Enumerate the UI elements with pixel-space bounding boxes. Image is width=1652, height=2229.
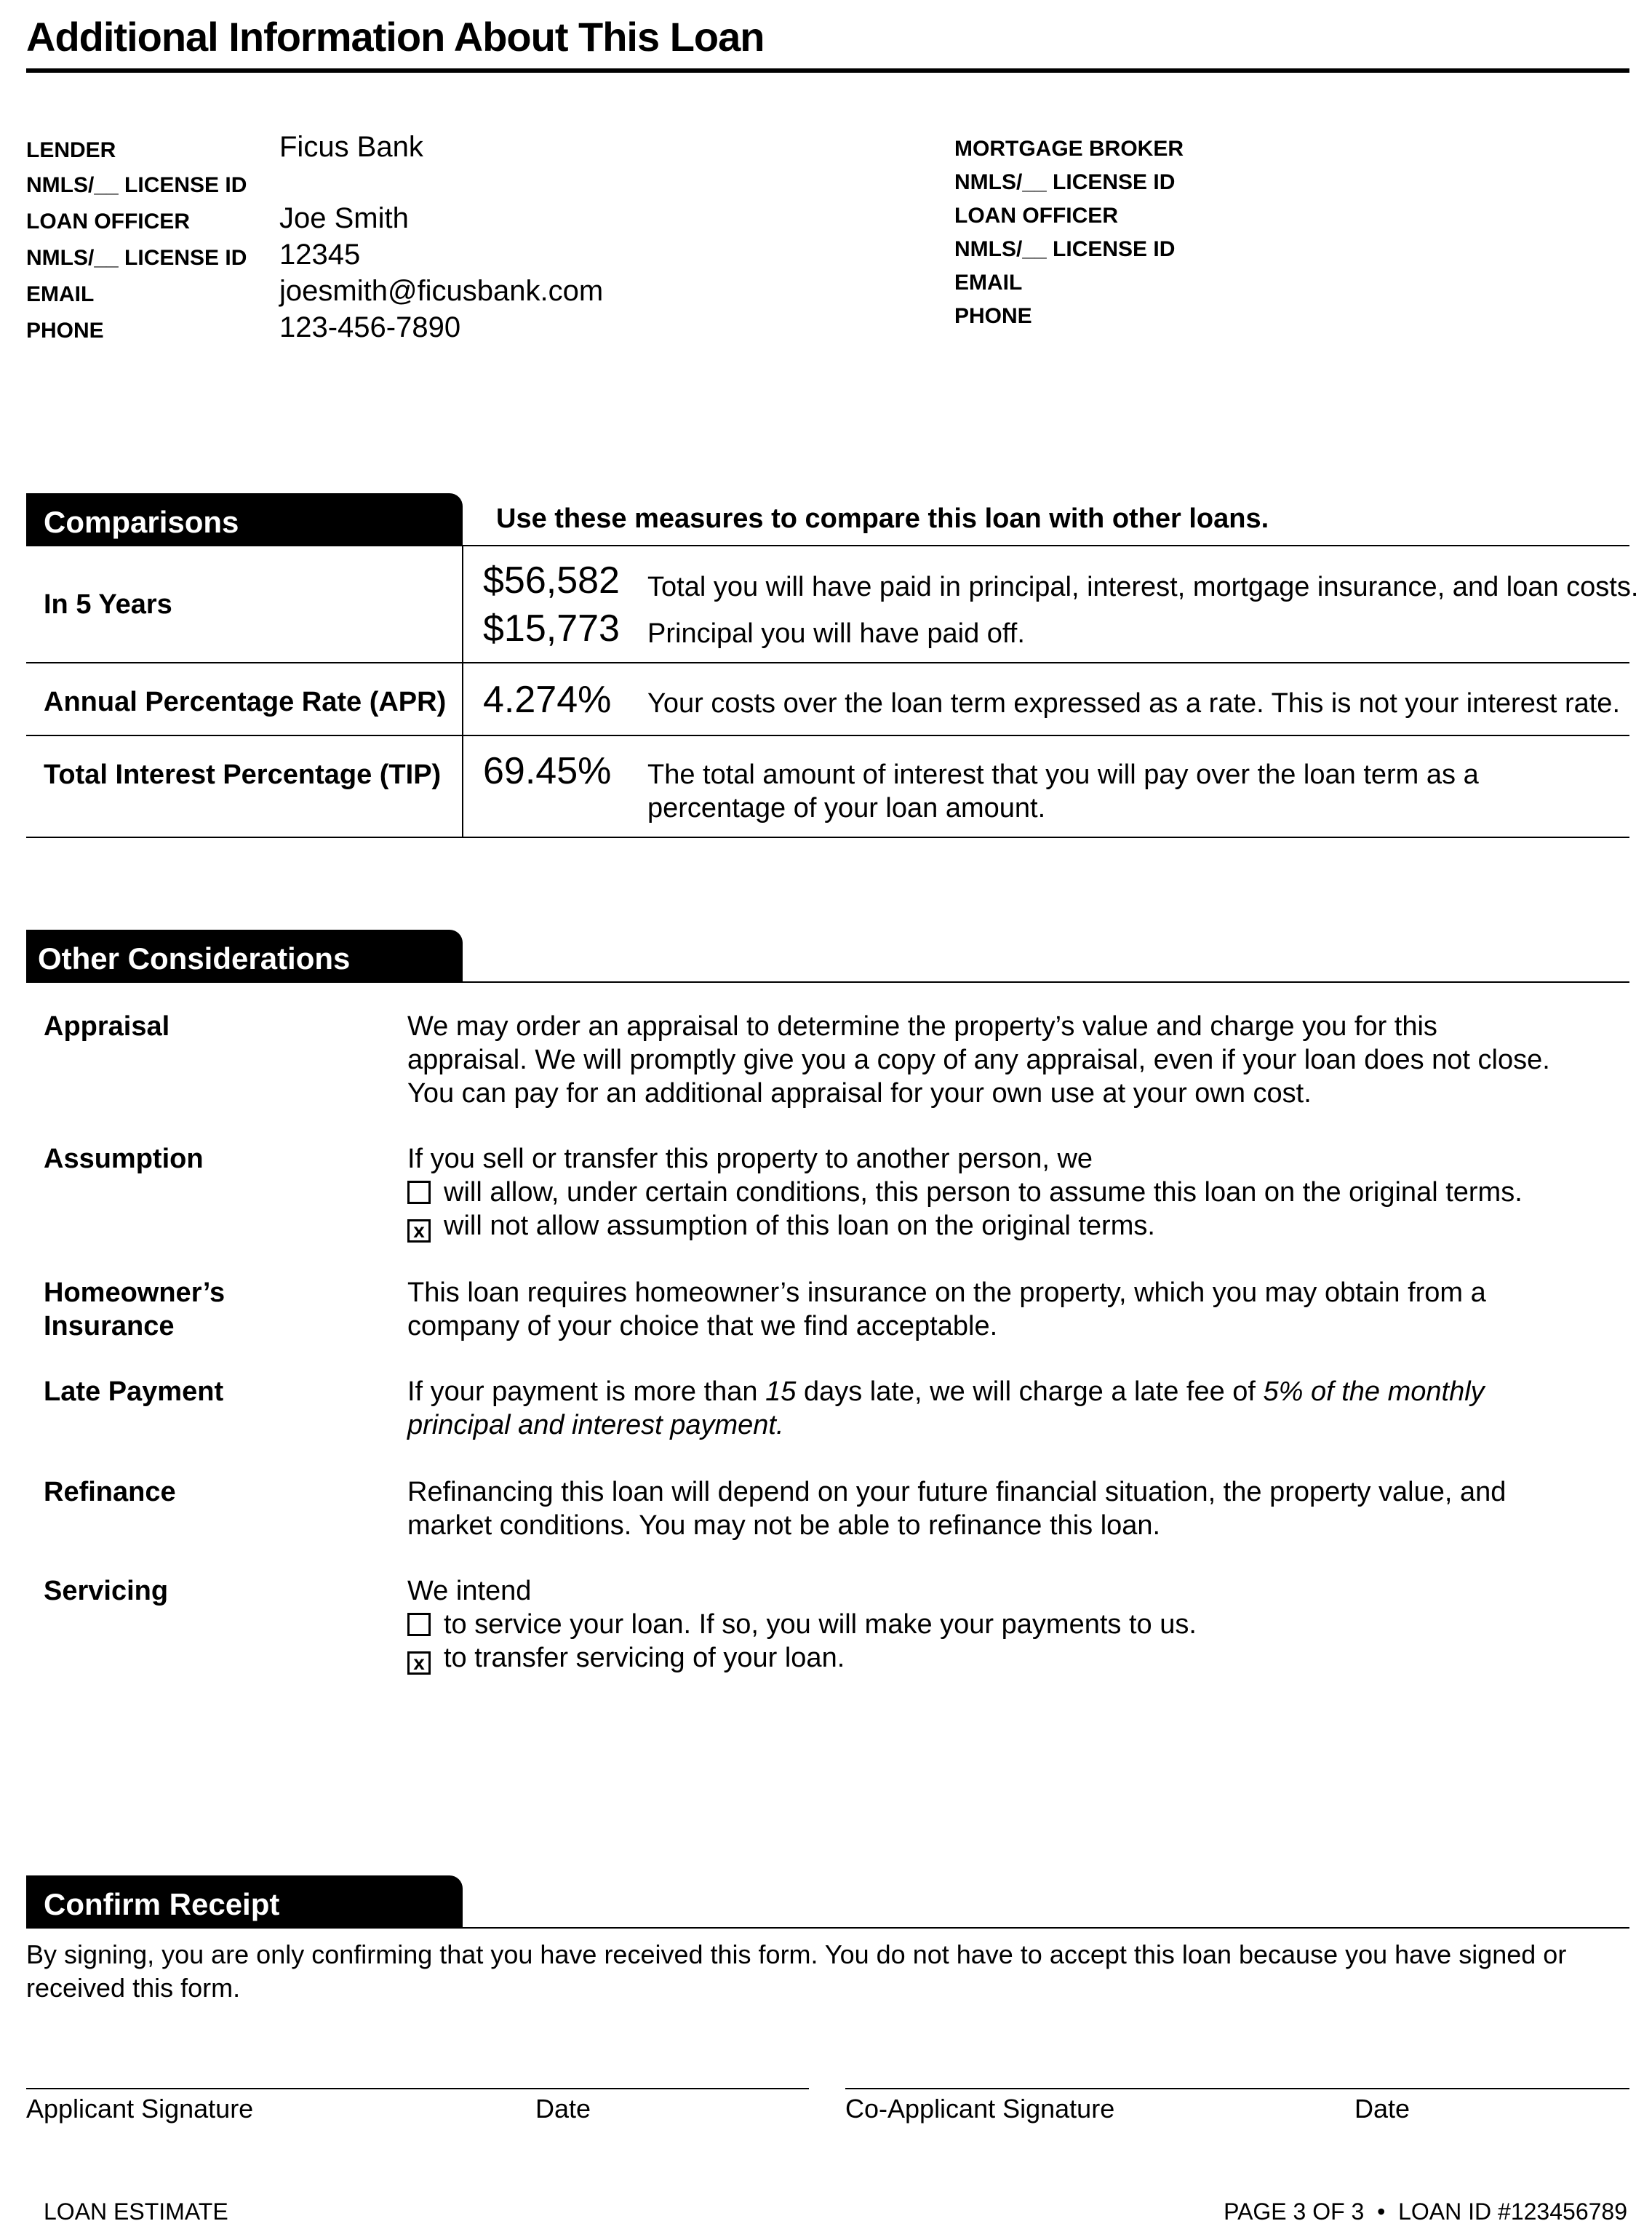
five-years-label: In 5 Years <box>44 589 172 620</box>
confirm-receipt-text: By signing, you are only confirming that you have received this form. You do not have to accept this loan because you have signed or received this form. <box>26 1939 1567 2003</box>
late-text-end: . <box>775 1410 784 1440</box>
comparisons-heading: Comparisons <box>26 493 463 546</box>
comparisons-column-divider <box>462 546 463 837</box>
broker-officer-nmls-label: NMLS/__ LICENSE ID <box>954 237 1176 261</box>
broker-label: MORTGAGE BROKER <box>954 137 1184 161</box>
tip-value: 69.45% <box>483 750 612 792</box>
phone-value: 123-456-7890 <box>279 311 461 343</box>
tip-label: Total Interest Percentage (TIP) <box>44 759 442 790</box>
five-years-principal-desc: Principal you will have paid off. <box>647 618 1025 649</box>
appraisal-line: We may order an appraisal to determine the property’s value and charge you for this <box>407 1011 1437 1042</box>
assumption-text <box>407 1142 1629 1243</box>
confirm-receipt-rule <box>26 1927 1629 1929</box>
coapplicant-date-label: Date <box>1354 2094 1410 2124</box>
transfer-option-label: to transfer servicing of your loan. <box>444 1643 845 1673</box>
broker-officer-label: LOAN OFFICER <box>954 204 1118 228</box>
comparisons-top-rule <box>26 545 1629 546</box>
applicant-signature-line[interactable] <box>26 2088 809 2089</box>
phone-label: PHONE <box>26 319 104 343</box>
footer-page-info: PAGE 3 OF 3 • LOAN ID #123456789 <box>1224 2198 1627 2225</box>
late-text-middle: days late, we will charge a late fee of <box>796 1376 1264 1407</box>
loan-officer-label: LOAN OFFICER <box>26 210 190 234</box>
broker-nmls-label: NMLS/__ LICENSE ID <box>954 170 1176 194</box>
page-title: Additional Information About This Loan <box>26 14 765 60</box>
lender-value: Ficus Bank <box>279 131 423 163</box>
insurance-line: company of your choice that we find acceptable. <box>407 1311 998 1341</box>
broker-email-label: EMAIL <box>954 271 1023 295</box>
servicing-option-service <box>407 1608 1629 1641</box>
apr-value: 4.274% <box>483 679 612 721</box>
refinance-text <box>407 1475 1629 1542</box>
comparisons-bottom-rule <box>26 837 1629 838</box>
loan-officer-value: Joe Smith <box>279 202 409 234</box>
lender-nmls-label: NMLS/__ LICENSE ID <box>26 173 247 197</box>
comparisons-row-rule <box>26 662 1629 663</box>
late-text-before: If your payment is more than <box>407 1376 766 1407</box>
late-fee-line1: 5% of the monthly <box>1263 1376 1485 1407</box>
officer-nmls-value: 12345 <box>279 239 361 271</box>
late-payment-text <box>407 1375 1629 1442</box>
email-label: EMAIL <box>26 282 95 306</box>
appraisal-label: Appraisal <box>44 1011 170 1042</box>
appraisal-line: You can pay for an additional appraisal for your own use at your own cost. <box>407 1078 1312 1109</box>
comparisons-row-rule <box>26 735 1629 736</box>
late-payment-label: Late Payment <box>44 1376 224 1407</box>
email-value: joesmith@ficusbank.com <box>279 275 604 307</box>
applicant-date-label: Date <box>535 2094 591 2124</box>
insurance-label-line: Insurance <box>44 1311 175 1341</box>
late-payment-line <box>407 1408 1629 1442</box>
refinance-label: Refinance <box>44 1477 176 1507</box>
insurance-label-line: Homeowner’s <box>44 1277 226 1308</box>
servicing-option-transfer <box>407 1641 1629 1675</box>
appraisal-line: appraisal. We will promptly give you a copy of any appraisal, even if your loan does not close. <box>407 1045 1550 1075</box>
lender-label: LENDER <box>26 138 116 162</box>
not-allow-checkbox[interactable]: x <box>407 1219 431 1243</box>
late-fee-line2: principal and interest payment <box>407 1410 776 1440</box>
insurance-text <box>407 1276 1629 1343</box>
servicing-label: Servicing <box>44 1576 169 1606</box>
service-checkbox[interactable] <box>407 1613 431 1636</box>
apr-label: Annual Percentage Rate (APR) <box>44 687 447 717</box>
assumption-option-allow <box>407 1176 1629 1209</box>
late-days: 15 <box>765 1376 797 1407</box>
five-years-total-desc: Total you will have paid in principal, interest, mortgage insurance, and loan costs. <box>647 572 1639 602</box>
footer-form-name: LOAN ESTIMATE <box>44 2198 228 2225</box>
apr-desc: Your costs over the loan term expressed as a rate. This is not your interest rate. <box>647 688 1620 719</box>
five-years-principal-value: $15,773 <box>483 607 620 650</box>
appraisal-text <box>407 1010 1629 1110</box>
officer-nmls-label: NMLS/__ LICENSE ID <box>26 246 247 270</box>
coapplicant-signature-label: Co-Applicant Signature <box>845 2094 1115 2124</box>
refinance-line: Refinancing this loan will depend on your future financial situation, the property value, and <box>407 1477 1507 1507</box>
transfer-checkbox[interactable]: x <box>407 1651 431 1675</box>
confirm-receipt-heading: Confirm Receipt <box>26 1875 463 1928</box>
servicing-text <box>407 1574 1629 1675</box>
not-allow-option-label: will not allow assumption of this loan on the original terms. <box>444 1211 1155 1241</box>
assumption-option-not-allow <box>407 1209 1629 1243</box>
broker-phone-label: PHONE <box>954 304 1032 328</box>
refinance-line: market conditions. You may not be able to refinance this loan. <box>407 1510 1161 1541</box>
insurance-label <box>44 1276 225 1343</box>
coapplicant-signature-line[interactable] <box>845 2088 1629 2089</box>
insurance-line: This loan requires homeowner’s insurance on the property, which you may obtain from a <box>407 1277 1486 1308</box>
allow-option-label: will allow, under certain conditions, this person to assume this loan on the original terms. <box>444 1177 1523 1208</box>
tip-desc-line2: percentage of your loan amount. <box>647 793 1046 824</box>
comparisons-intro: Use these measures to compare this loan with other loans. <box>496 503 1269 534</box>
service-option-label: to service your loan. If so, you will make your payments to us. <box>444 1609 1197 1640</box>
other-considerations-heading: Other Considerations <box>26 930 463 982</box>
other-considerations-rule <box>26 981 1629 983</box>
applicant-signature-label: Applicant Signature <box>26 2094 254 2124</box>
five-years-total-value: $56,582 <box>483 559 620 602</box>
tip-desc-line1: The total amount of interest that you will pay over the loan term as a <box>647 759 1479 790</box>
assumption-intro: If you sell or transfer this property to another person, we <box>407 1144 1093 1174</box>
title-rule <box>26 68 1629 73</box>
allow-checkbox[interactable] <box>407 1181 431 1204</box>
servicing-intro: We intend <box>407 1576 532 1606</box>
late-payment-line <box>407 1375 1629 1408</box>
assumption-label: Assumption <box>44 1144 204 1174</box>
